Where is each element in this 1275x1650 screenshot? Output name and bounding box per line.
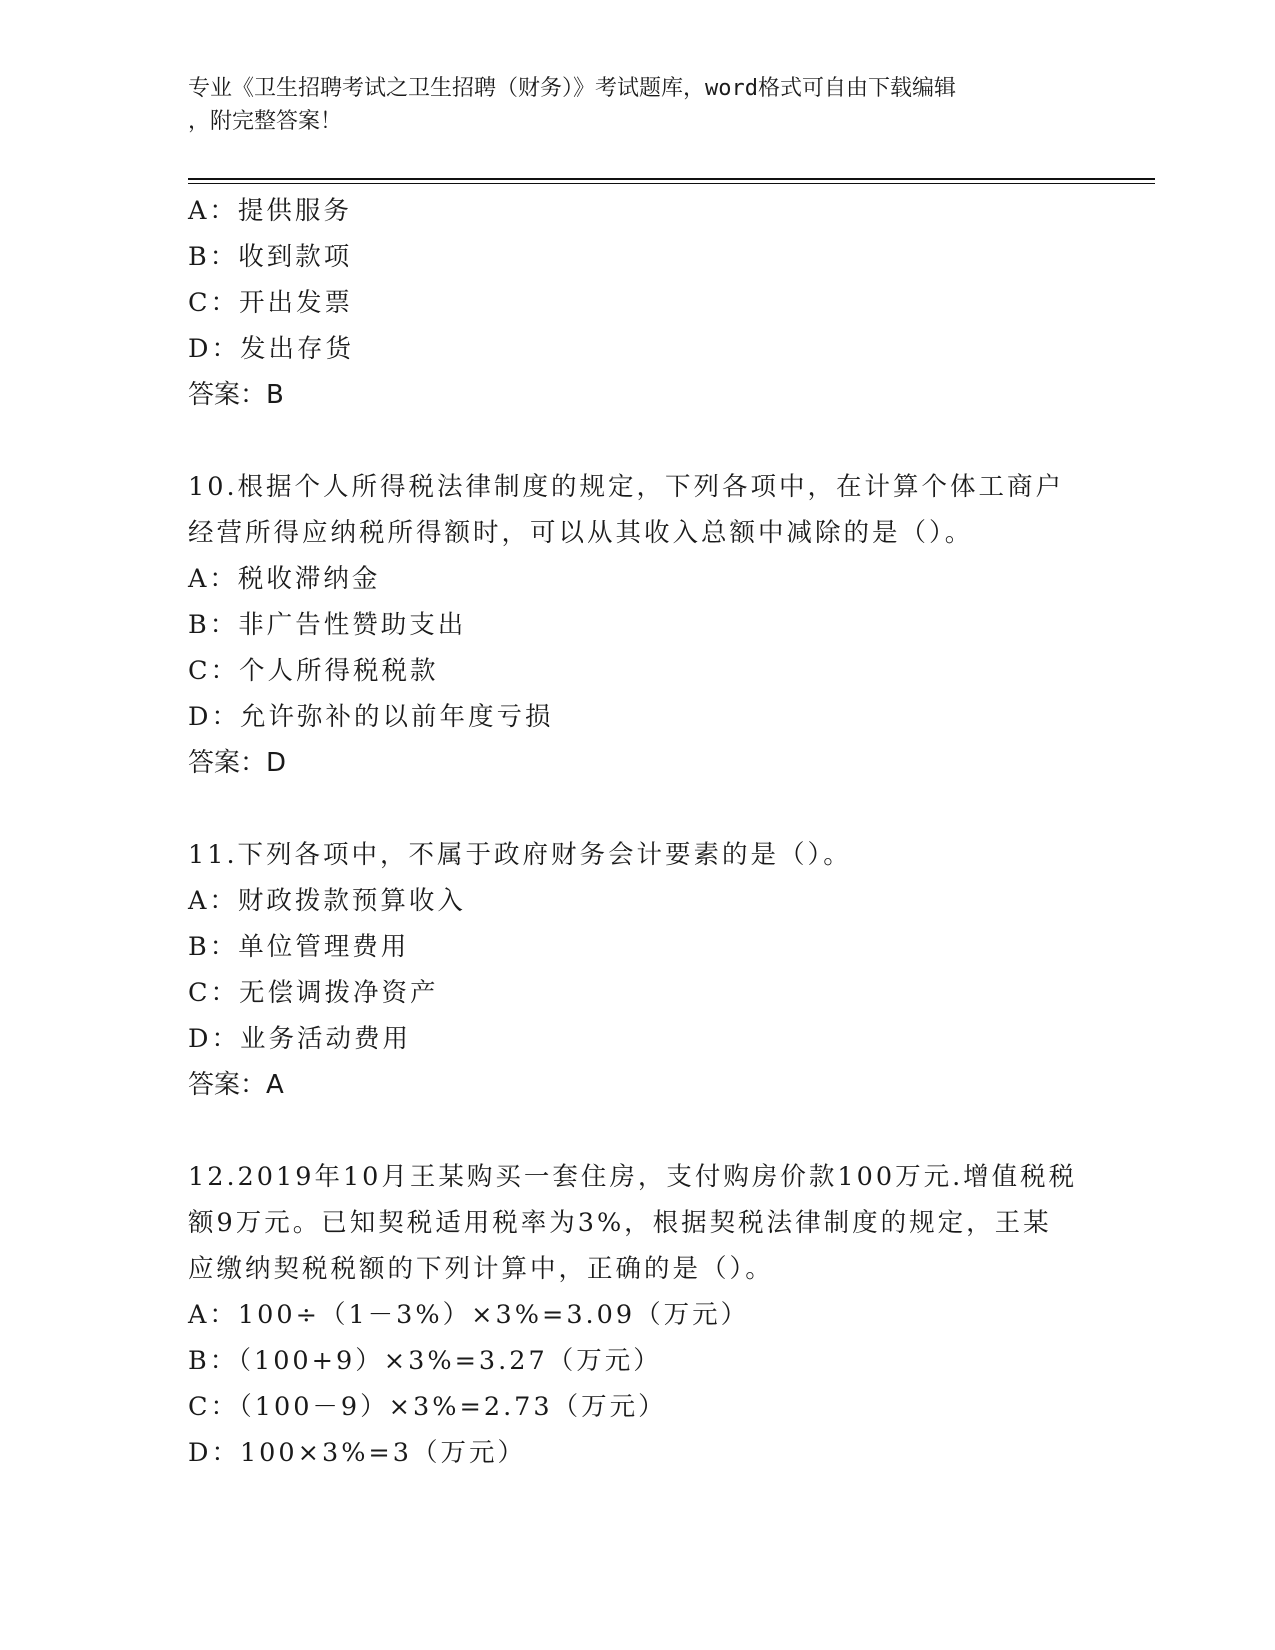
option-b: B：单位管理费用 (188, 932, 410, 962)
option-d: D：业务活动费用 (188, 1024, 411, 1054)
spacer (188, 418, 1088, 464)
option-b: B：收到款项 (188, 242, 353, 272)
answer: 答案：A (188, 1070, 284, 1100)
option-d: D：发出存货 (188, 334, 354, 364)
header-divider-thick (188, 178, 1155, 180)
question-11 (188, 832, 1088, 1108)
question-list (188, 188, 1088, 1476)
spacer (188, 1108, 1088, 1154)
answer: 答案：D (188, 748, 287, 778)
option-d: D：允许弥补的以前年度亏损 (188, 702, 554, 732)
option-c: C：个人所得税税款 (188, 656, 439, 686)
option-b: B：（100+9）×3%=3.27（万元） (188, 1346, 662, 1376)
header-divider-thin (188, 183, 1155, 184)
question-stem-line: 11.下列各项中，不属于政府财务会计要素的是（）。 (188, 840, 852, 870)
option-c: C：开出发票 (188, 288, 354, 318)
option-b: B：非广告性赞助支出 (188, 610, 467, 640)
option-a: A：提供服务 (188, 196, 352, 226)
option-c: C：（100－9）×3%=2.73（万元） (188, 1392, 667, 1422)
option-a: A：税收滞纳金 (188, 564, 381, 594)
question-stem-line: 经营所得应纳税所得额时，可以从其收入总额中减除的是（）。 (188, 518, 974, 548)
question-stem-line: 10.根据个人所得税法律制度的规定，下列各项中，在计算个体工商户 (188, 472, 1065, 502)
question-stem-line: 额9万元。已知契税适用税率为3%，根据契税法律制度的规定，王某 (188, 1208, 1052, 1238)
option-c: C：无偿调拨净资产 (188, 978, 439, 1008)
question-12 (188, 1154, 1088, 1476)
spacer (188, 786, 1088, 832)
header-line-1: 专业《卫生招聘考试之卫生招聘（财务）》考试题库，word格式可自由下载编辑 (188, 76, 956, 101)
question-9 (188, 188, 1088, 418)
question-stem-line: 应缴纳契税税额的下列计算中，正确的是（）。 (188, 1254, 774, 1284)
question-10 (188, 464, 1088, 786)
option-a: A：100÷（1－3%）×3%=3.09（万元） (188, 1300, 750, 1330)
answer: 答案：B (188, 380, 284, 410)
option-a: A：财政拨款预算收入 (188, 886, 466, 916)
header-line-2: ，附完整答案！ (188, 109, 343, 134)
question-stem-line: 12.2019年10月王某购买一套住房，支付购房价款100万元.增值税税 (188, 1162, 1078, 1192)
document-header (188, 72, 1088, 138)
option-d: D：100×3%=3（万元） (188, 1438, 527, 1468)
